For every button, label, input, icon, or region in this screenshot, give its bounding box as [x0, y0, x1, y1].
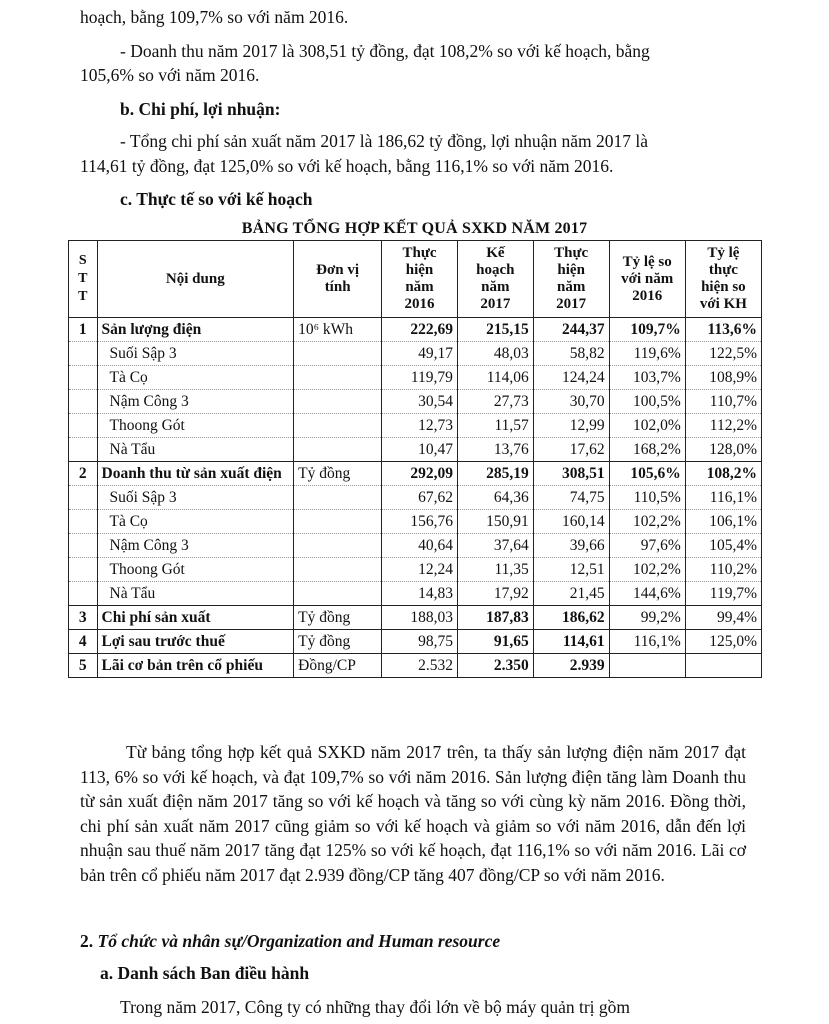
section-title: Tổ chức và nhân sự/Organization and Human resource [97, 931, 501, 951]
table-cell [69, 438, 98, 462]
header-actual-2016: Thực hiện năm 2016 [382, 241, 458, 318]
table-cell: Thoong Gót [97, 414, 294, 438]
table-cell [69, 534, 98, 558]
table-row [69, 318, 762, 342]
table-cell: 5 [69, 654, 98, 678]
table-cell: 119,79 [382, 366, 458, 390]
text-line: 114,61 tỷ đồng, đạt 125,0% so với kế hoạch, bằng 116,1% so với năm 2016. [80, 156, 614, 176]
table-row [69, 510, 762, 534]
table-cell: 10⁶ kWh [294, 318, 382, 342]
table-row [69, 534, 762, 558]
table-cell: Sản lượng điện [97, 318, 294, 342]
table-cell [294, 342, 382, 366]
table-cell: Tỷ đồng [294, 630, 382, 654]
table-cell: 99,4% [685, 606, 761, 630]
table-cell: 112,2% [685, 414, 761, 438]
table-cell [69, 390, 98, 414]
table-cell: 109,7% [609, 318, 685, 342]
header-ratio-2016: Tỷ lệ so với năm 2016 [609, 241, 685, 318]
table-cell [294, 582, 382, 606]
table-cell: Nậm Công 3 [97, 534, 294, 558]
table-cell: 160,14 [533, 510, 609, 534]
table-body [69, 318, 762, 678]
table-cell: 188,03 [382, 606, 458, 630]
table-cell: Lãi cơ bản trên cổ phiếu [97, 654, 294, 678]
table-cell [294, 414, 382, 438]
table-cell [69, 486, 98, 510]
table-cell: 215,15 [457, 318, 533, 342]
table-cell: 110,7% [685, 390, 761, 414]
table-cell: 168,2% [609, 438, 685, 462]
table-cell: 108,9% [685, 366, 761, 390]
table-cell: 150,91 [457, 510, 533, 534]
table-cell: Lợi sau trước thuế [97, 630, 294, 654]
header-content: Nội dung [97, 241, 294, 318]
table-cell: 116,1% [609, 630, 685, 654]
text-line: hoạch, bằng 109,7% so với năm 2016. [80, 7, 349, 27]
table-cell: 110,5% [609, 486, 685, 510]
table-cell [69, 414, 98, 438]
table-cell [294, 366, 382, 390]
table-cell: 21,45 [533, 582, 609, 606]
table-cell [69, 342, 98, 366]
table-cell: 39,66 [533, 534, 609, 558]
table-cell: 308,51 [533, 462, 609, 486]
table-cell [69, 582, 98, 606]
table-cell: Nà Tẩu [97, 438, 294, 462]
table-cell: 58,82 [533, 342, 609, 366]
table-cell [294, 486, 382, 510]
table-cell: 2.350 [457, 654, 533, 678]
table-cell: 187,83 [457, 606, 533, 630]
results-table [68, 240, 762, 678]
table-cell: Doanh thu từ sản xuất điện [97, 462, 294, 486]
table-cell: 67,62 [382, 486, 458, 510]
table-cell: 12,51 [533, 558, 609, 582]
table-cell: 103,7% [609, 366, 685, 390]
table-cell: 14,83 [382, 582, 458, 606]
table-cell: 97,6% [609, 534, 685, 558]
table-cell [69, 510, 98, 534]
table-cell [294, 534, 382, 558]
table-cell: 37,64 [457, 534, 533, 558]
table-cell: Nậm Công 3 [97, 390, 294, 414]
table-cell: 30,54 [382, 390, 458, 414]
table-cell: 1 [69, 318, 98, 342]
table-cell: Suối Sập 3 [97, 486, 294, 510]
table-title: BẢNG TỔNG HỢP KẾT QUẢ SXKD NĂM 2017 [241, 220, 588, 237]
section-number: 2. [80, 931, 98, 951]
table-cell: 17,92 [457, 582, 533, 606]
table-cell: 64,36 [457, 486, 533, 510]
table-cell: 4 [69, 630, 98, 654]
table-cell: 11,57 [457, 414, 533, 438]
table-cell: 156,76 [382, 510, 458, 534]
table-cell: 2.532 [382, 654, 458, 678]
table-cell: 10,47 [382, 438, 458, 462]
table-row [69, 366, 762, 390]
table-cell: 106,1% [685, 510, 761, 534]
table-cell: 113,6% [685, 318, 761, 342]
table-cell: 12,73 [382, 414, 458, 438]
table-cell [294, 510, 382, 534]
table-cell: 108,2% [685, 462, 761, 486]
table-cell: 102,0% [609, 414, 685, 438]
table-cell [685, 654, 761, 678]
table-cell: Tà Cọ [97, 510, 294, 534]
table-row [69, 342, 762, 366]
table-cell: 186,62 [533, 606, 609, 630]
table-cell [69, 366, 98, 390]
table-cell: 11,35 [457, 558, 533, 582]
table-cell: 30,70 [533, 390, 609, 414]
text-line: - Tổng chi phí sản xuất năm 2017 là 186,62 tỷ đồng, lợi nhuận năm 2017 là [120, 131, 649, 151]
table-cell: 99,2% [609, 606, 685, 630]
table-row [69, 606, 762, 630]
table-cell: Tỷ đồng [294, 462, 382, 486]
table-cell: Tỷ đồng [294, 606, 382, 630]
table-cell: Nà Tẩu [97, 582, 294, 606]
header-ratio-plan: Tỷ lệ thực hiện so với KH [685, 241, 761, 318]
table-cell: 2 [69, 462, 98, 486]
section-heading: b. Chi phí, lợi nhuận: [120, 99, 281, 119]
text-line: 105,6% so với năm 2016. [80, 65, 260, 85]
table-cell [294, 438, 382, 462]
table-cell: 114,61 [533, 630, 609, 654]
table-cell: 110,2% [685, 558, 761, 582]
summary-paragraph: Từ bảng tổng hợp kết quả SXKD năm 2017 trên, ta thấy sản lượng điện năm 2017 đạt 113, 6% so với kế hoạch, và đạt 109,7% so với năm 2016. Sản lượng điện tăng làm Doanh thu từ sản xuất điện năm 2017 tăng so với kế hoạch và tăng so với cùng kỳ năm 2016. Đồng thời, chi phí sản xuất năm 2017 cũng giảm so với kế hoạch và giảm so với năm 2016, dẫn đến lợi nhuận sau thuế năm 2017 tăng đạt 125% so với kế hoạch, đạt 116,1% so với năm 2016. Lãi cơ bản trên cổ phiếu năm 2017 đạt 2.939 đồng/CP tăng 407 đồng/CP so với năm 2016. [80, 742, 746, 885]
table-cell: 222,69 [382, 318, 458, 342]
table-cell: 285,19 [457, 462, 533, 486]
table-row [69, 630, 762, 654]
header-plan-2017: Kế hoạch năm 2017 [457, 241, 533, 318]
table-cell: Suối Sập 3 [97, 342, 294, 366]
table-cell: 3 [69, 606, 98, 630]
table-cell: Thoong Gót [97, 558, 294, 582]
table-cell: 125,0% [685, 630, 761, 654]
table-cell [609, 654, 685, 678]
table-cell: 244,37 [533, 318, 609, 342]
table-cell [294, 558, 382, 582]
table-cell: 48,03 [457, 342, 533, 366]
table-row [69, 414, 762, 438]
table-row [69, 582, 762, 606]
table-cell: 105,6% [609, 462, 685, 486]
table-cell: 105,4% [685, 534, 761, 558]
table-cell: 13,76 [457, 438, 533, 462]
table-cell: 98,75 [382, 630, 458, 654]
subsection-heading: a. Danh sách Ban điều hành [100, 963, 310, 983]
table-row [69, 390, 762, 414]
table-cell: 144,6% [609, 582, 685, 606]
table-cell: Đồng/CP [294, 654, 382, 678]
section-heading-2 [80, 930, 500, 952]
header-stt: S T T [69, 241, 98, 318]
table-cell [294, 390, 382, 414]
table-cell: 102,2% [609, 558, 685, 582]
table-cell: 128,0% [685, 438, 761, 462]
table-cell: 116,1% [685, 486, 761, 510]
table-row [69, 654, 762, 678]
table-cell: 2.939 [533, 654, 609, 678]
table-cell: 122,5% [685, 342, 761, 366]
table-cell [69, 558, 98, 582]
table-row [69, 558, 762, 582]
table-cell: 91,65 [457, 630, 533, 654]
table-cell: 12,24 [382, 558, 458, 582]
table-cell: 17,62 [533, 438, 609, 462]
header-unit: Đơn vị tính [294, 241, 382, 318]
table-row [69, 486, 762, 510]
table-row [69, 438, 762, 462]
table-cell: 74,75 [533, 486, 609, 510]
table-cell: 40,64 [382, 534, 458, 558]
table-cell: 27,73 [457, 390, 533, 414]
table-cell: Tà Cọ [97, 366, 294, 390]
text-line: - Doanh thu năm 2017 là 308,51 tỷ đồng, đạt 108,2% so với kế hoạch, bằng [120, 41, 650, 61]
table-cell: 12,99 [533, 414, 609, 438]
table-cell: 119,7% [685, 582, 761, 606]
table-cell: 114,06 [457, 366, 533, 390]
table-cell: 292,09 [382, 462, 458, 486]
table-cell: 102,2% [609, 510, 685, 534]
table-cell: Chi phí sản xuất [97, 606, 294, 630]
table-cell: 119,6% [609, 342, 685, 366]
header-actual-2017: Thực hiện năm 2017 [533, 241, 609, 318]
section-heading: c. Thực tế so với kế hoạch [120, 189, 313, 209]
table-row [69, 462, 762, 486]
table-cell: 49,17 [382, 342, 458, 366]
table-cell: 100,5% [609, 390, 685, 414]
table-cell: 124,24 [533, 366, 609, 390]
text-line: Trong năm 2017, Công ty có những thay đổi lớn về bộ máy quản trị gồm [120, 997, 631, 1017]
